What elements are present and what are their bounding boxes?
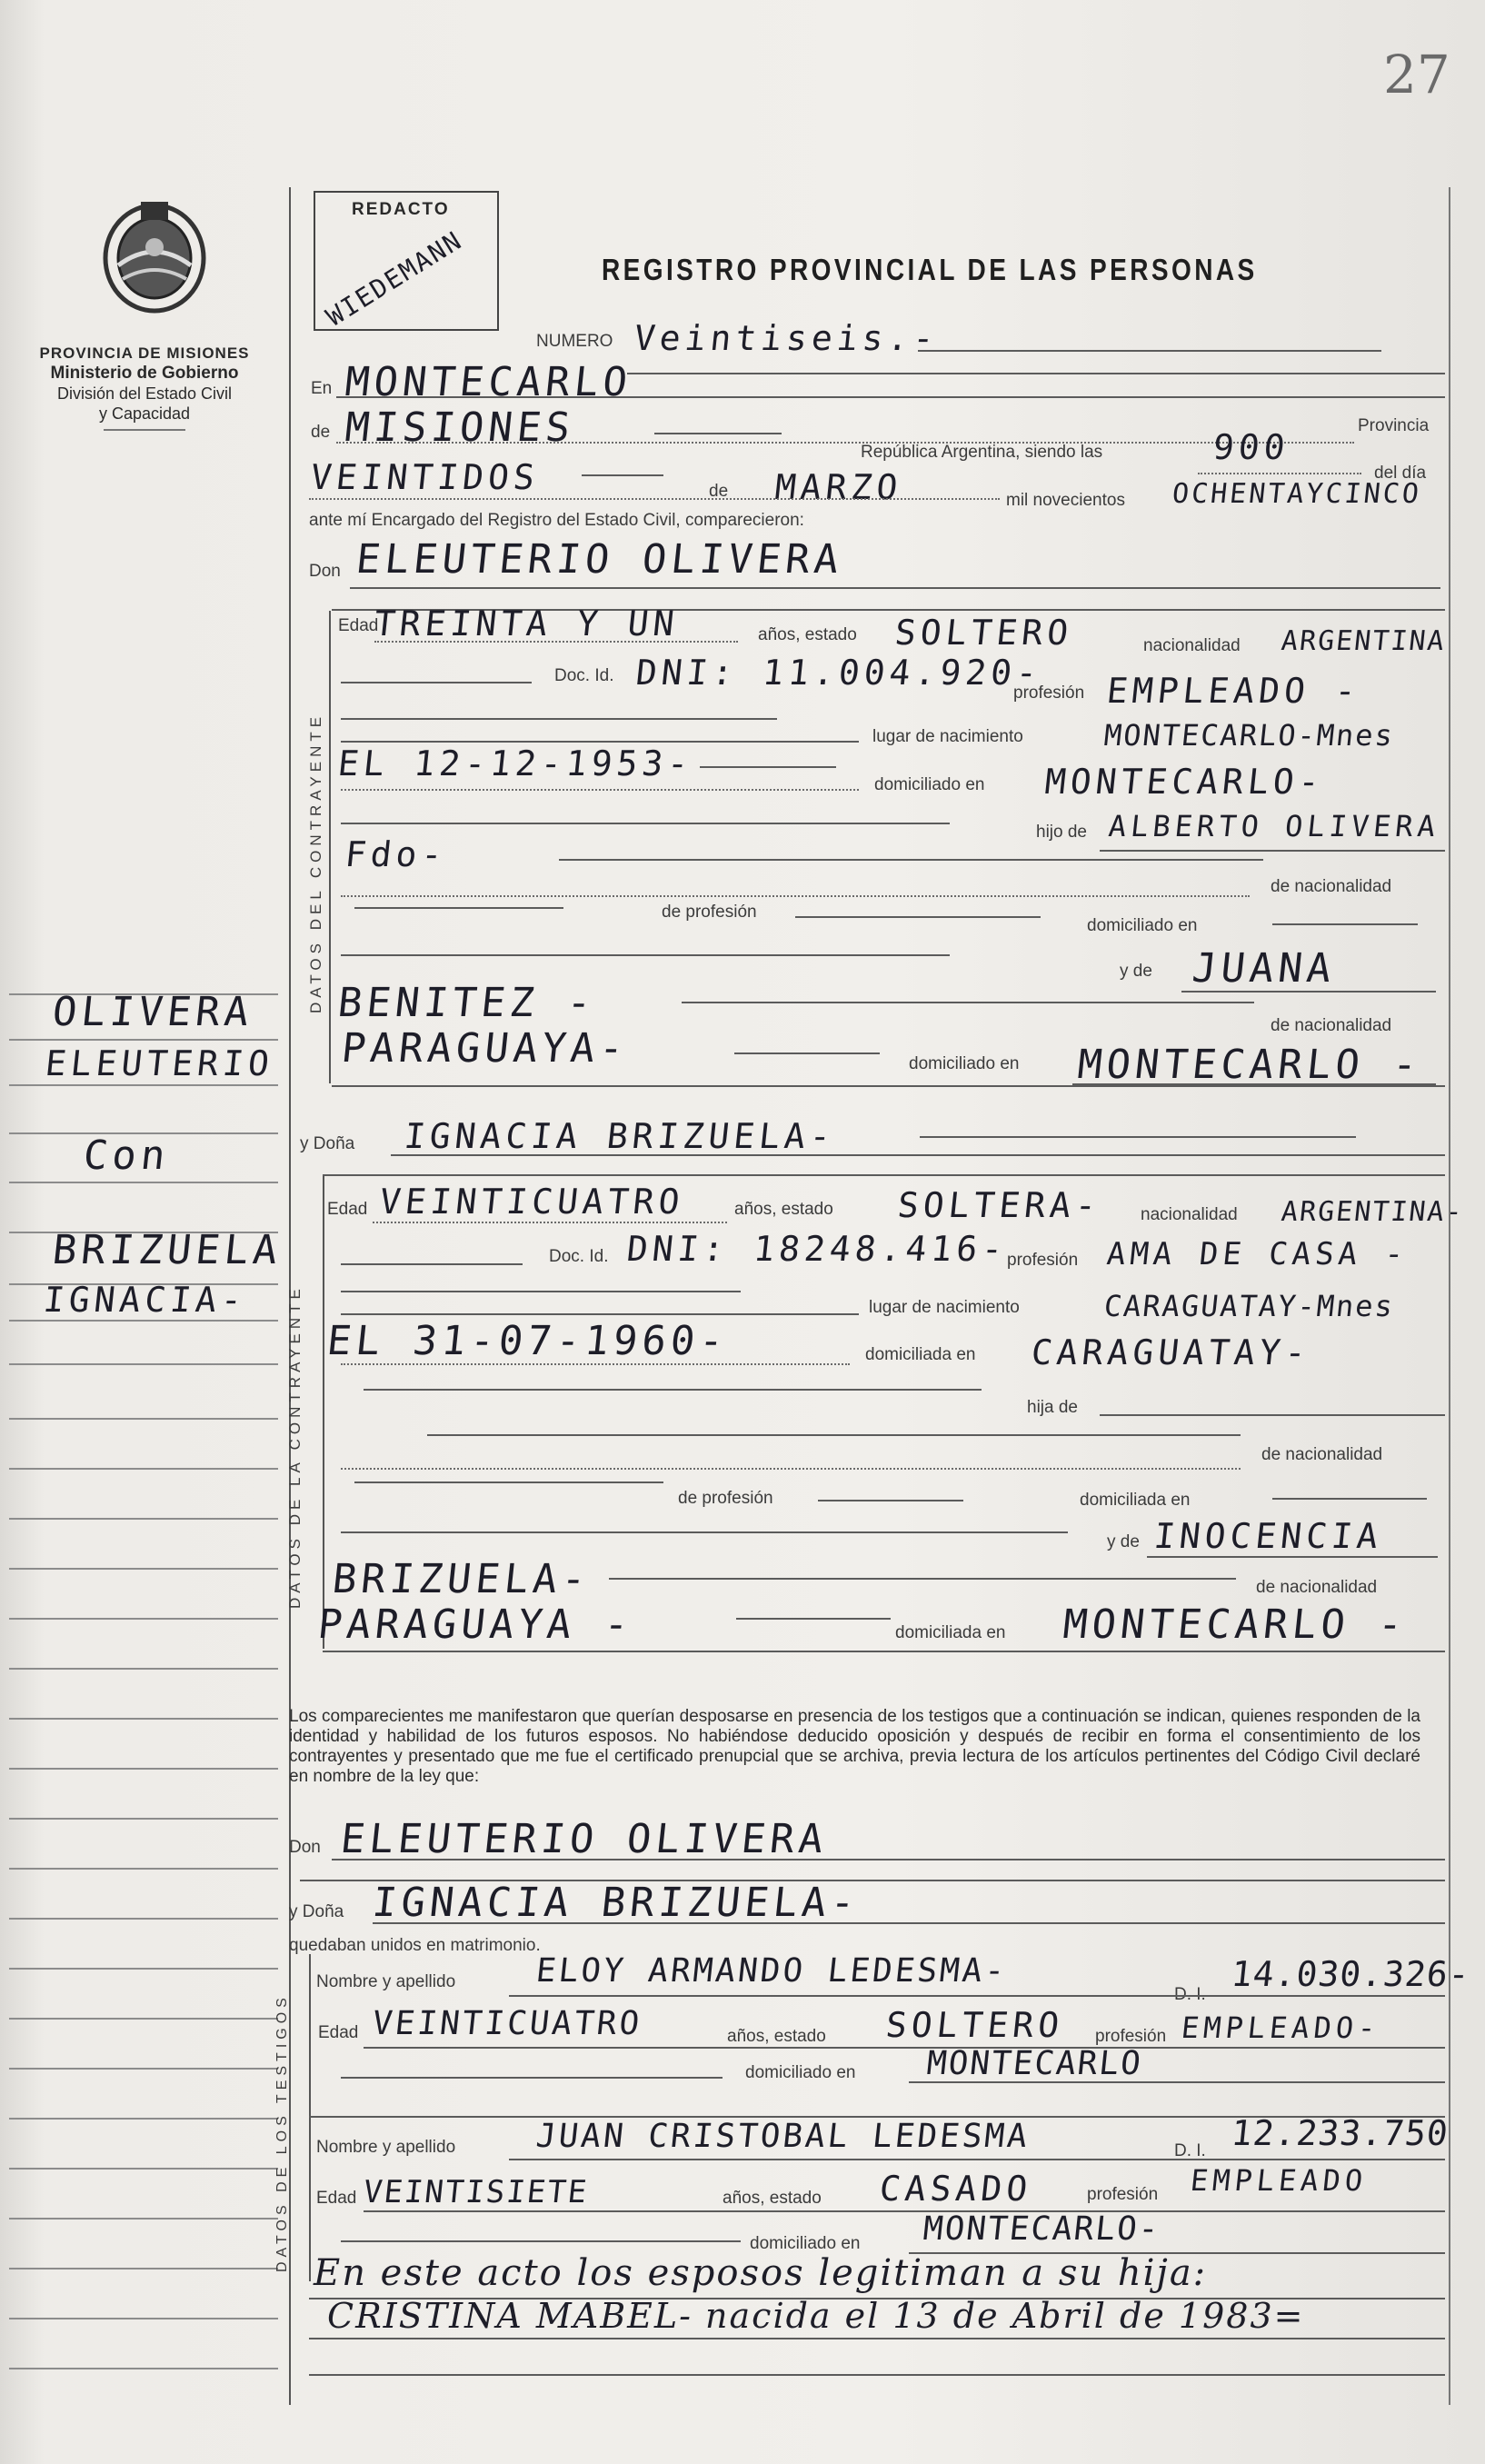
republica-label: República Argentina, siendo las	[861, 443, 1103, 462]
province-block	[0, 344, 289, 431]
t2-edad-label: Edad	[316, 2189, 357, 2208]
numero-label: NUMERO	[536, 332, 613, 351]
anios-label-2: años, estado	[734, 1200, 833, 1219]
t1-di: 14.030.326-	[1229, 1954, 1472, 1994]
padre-domicilio-label-1: domiciliado en	[1087, 916, 1198, 935]
mil-label: mil novecientos	[1006, 491, 1125, 510]
padre-value-1: ALBERTO OLIVERA	[1107, 809, 1441, 843]
t2-di-label: D. I.	[1174, 2141, 1206, 2160]
nacionalidad-value-2: ARGENTINA-	[1280, 1196, 1466, 1228]
t1-nombre-label: Nombre y apellido	[316, 1972, 456, 1991]
provincia-label: Provincia	[1358, 416, 1430, 435]
declaration-text: Los comparecientes me manifestaron que querían desposarse en presencia de los testigos que a continuación se indican, quienes responden de la identidad y habilidad de los futuros esposos. No habiéndose deducido oposición y después de recibir en forma el consentimiento de los contrayentes y presentado que me fue el certificado prenupcial que se archiva, previa lectura de los artículos pertinentes del Código Civil declaré en nombre de la ley que:	[289, 1707, 1420, 1786]
padre-nacionalidad-label-1: de nacionalidad	[1271, 877, 1392, 896]
t1-anios-label: años, estado	[727, 2027, 826, 2046]
hora-value: 900	[1211, 427, 1291, 467]
madre-nacionalidad-label-1: de nacionalidad	[1271, 1016, 1392, 1035]
madre-domicilio-1: MONTECARLO -	[1075, 1042, 1424, 1088]
madre-nacionalidad-1: PARAGUAYA-	[339, 1025, 631, 1072]
t2-di: 12.233.750	[1229, 2113, 1451, 2153]
contrayente-1-nombre: ELEUTERIO OLIVERA	[354, 536, 846, 583]
redacto-stamp	[314, 191, 499, 331]
edad-value-1: TREINTA Y UN	[372, 604, 681, 643]
lugar-value-2: CARAGUATAY-Mnes	[1102, 1289, 1396, 1323]
t2-domicilio: MONTECARLO-	[921, 2210, 1162, 2248]
province-seal	[91, 193, 218, 320]
madre-apellido-1: BENITEZ -	[335, 980, 599, 1026]
anio-value: OCHENTAYCINCO	[1171, 478, 1423, 510]
decl-don-value: ELEUTERIO OLIVERA	[338, 1816, 831, 1862]
ministry-name: Ministerio de Gobierno	[50, 364, 239, 383]
profesion-label-1: profesión	[1013, 683, 1085, 703]
contrayente-2-nombre: IGNACIA BRIZUELA-	[402, 1116, 838, 1156]
profesion-value-2: AMA DE CASA -	[1104, 1236, 1410, 1272]
t2-anios-label: años, estado	[723, 2189, 822, 2208]
del-dia-label: del día	[1374, 464, 1427, 483]
nacionalidad-label-1: nacionalidad	[1143, 636, 1241, 655]
madre-nacionalidad-label-2: de nacionalidad	[1256, 1578, 1378, 1597]
madre-domicilio-label-1: domiciliado en	[909, 1054, 1020, 1073]
t1-edad-label: Edad	[318, 2023, 359, 2042]
contrayente-2-side-label: DATOS DE LA CONTRAYENTE	[286, 1284, 304, 1609]
lugar-value-1: MONTECARLO-Mnes	[1102, 718, 1396, 753]
madre-nacionalidad-2: PARAGUAYA -	[315, 1601, 636, 1648]
footnote-line-1: En este acto los esposos legitiman a su hija:	[314, 2252, 1208, 2294]
nacionalidad-label-2: nacionalidad	[1141, 1205, 1238, 1224]
hijo-label-1: hijo de	[1036, 823, 1087, 842]
decl-dona-label: y Doña	[289, 1902, 344, 1921]
t1-di-label: D. I.	[1174, 1985, 1206, 2004]
padre-domicilio-label-2: domiciliada en	[1080, 1491, 1191, 1510]
doc-value-1: DNI: 11.004.920-	[633, 653, 1044, 693]
edad-label-2: Edad	[327, 1200, 368, 1219]
footnote-line-2: CRISTINA MABEL- nacida el 13 de Abril de 1983=	[327, 2296, 1305, 2336]
decl-dona-value: IGNACIA BRIZUELA-	[370, 1880, 862, 1926]
y-de-label-1: y de	[1120, 962, 1152, 981]
margin-note-line-2: ELEUTERIO	[43, 1043, 276, 1083]
de-value: MISIONES	[343, 404, 577, 451]
mes-value: MARZO	[772, 467, 904, 507]
domiciliado-label-1: domiciliado en	[874, 775, 985, 794]
madre-domicilio-2: MONTECARLO -	[1061, 1601, 1410, 1648]
dona-label: y Doña	[300, 1134, 355, 1153]
madre-domicilio-label-2: domiciliada en	[895, 1623, 1006, 1642]
hija-label-2: hija de	[1027, 1398, 1078, 1417]
contrayente-1-side-label: DATOS DEL CONTRAYENTE	[307, 712, 324, 1013]
doc-label-1: Doc. Id.	[554, 666, 614, 685]
province-name: PROVINCIA DE MISIONES	[39, 344, 250, 362]
t1-domiciliado-label: domiciliado en	[745, 2063, 856, 2082]
capacity-name: y Capacidad	[98, 404, 191, 423]
de-mes-label: de	[709, 482, 729, 501]
padre-profesion-label-1: de profesión	[662, 903, 757, 922]
page-number: 27	[1383, 44, 1450, 105]
quedaban-label: quedaban unidos en matrimonio.	[289, 1936, 541, 1955]
profesion-label-2: profesión	[1007, 1251, 1079, 1270]
edad-label-1: Edad	[338, 616, 379, 635]
lugar-label-2: lugar de nacimiento	[869, 1298, 1020, 1317]
fecha-value-1: EL 12-12-1953-	[335, 743, 695, 783]
anios-label-1: años, estado	[758, 625, 857, 644]
t2-profesion: EMPLEADO	[1189, 2163, 1370, 2198]
decl-don-label: Don	[289, 1838, 321, 1857]
domiciliada-label-2: domiciliada en	[865, 1345, 976, 1364]
t1-edad: VEINTICUATRO	[370, 2005, 644, 2042]
y-de-label-2: y de	[1107, 1532, 1140, 1551]
margin-note-line-5: IGNACIA-	[41, 1280, 249, 1320]
lugar-label-1: lugar de nacimiento	[872, 727, 1023, 746]
testigos-side-label: DATOS DE LOS TESTIGOS	[274, 1993, 290, 2272]
t2-nombre: JUAN CRISTOBAL LEDESMA	[533, 2118, 1032, 2155]
page-title: REGISTRO PROVINCIAL DE LAS PERSONAS	[602, 253, 1258, 286]
domicilio-value-2: CARAGUATAY-	[1029, 1332, 1312, 1372]
margin-note-line-4: BRIZUELA	[50, 1227, 284, 1273]
madre-apellido-2: BRIZUELA-	[330, 1556, 593, 1602]
doc-value-2: DNI: 18248.416-	[624, 1229, 1010, 1269]
t1-profesion-label: profesión	[1095, 2027, 1167, 2046]
division-name: División del Estado Civil	[56, 384, 233, 403]
padre-estado-1: Fdo-	[343, 834, 449, 874]
t1-estado: SOLTERO	[883, 2005, 1066, 2045]
numero-value: Veintiseis.-	[632, 318, 941, 358]
edad-value-2: VEINTICUATRO	[377, 1182, 686, 1222]
ante-label: ante mí Encargado del Registro del Estado Civil, comparecieron:	[309, 511, 804, 530]
dia-value: VEINTIDOS	[308, 457, 542, 497]
padre-nacionalidad-label-2: de nacionalidad	[1261, 1445, 1383, 1464]
margin-note-line-3: Con	[81, 1132, 173, 1179]
t1-nombre: ELOY ARMANDO LEDESMA-	[533, 1952, 1010, 1990]
t2-domiciliado-label: domiciliado en	[750, 2234, 861, 2253]
don-label: Don	[309, 562, 341, 581]
domicilio-value-1: MONTECARLO-	[1042, 762, 1326, 802]
en-label: En	[311, 379, 333, 398]
profesion-value-1: EMPLEADO -	[1104, 671, 1363, 711]
t1-profesion: EMPLEADO-	[1180, 2010, 1382, 2045]
fecha-value-2: EL 31-07-1960-	[324, 1318, 731, 1364]
madre-value-2: INOCENCIA	[1151, 1516, 1385, 1556]
estado-value-1: SOLTERO	[892, 613, 1075, 653]
t2-edad: VEINTISIETE	[361, 2174, 591, 2210]
de-label: de	[311, 423, 331, 442]
t2-estado: CASADO	[877, 2169, 1034, 2209]
estado-value-2: SOLTERA-	[895, 1185, 1103, 1225]
madre-value-1: JUANA	[1190, 945, 1339, 992]
t2-nombre-label: Nombre y apellido	[316, 2138, 456, 2157]
margin-note-line-1: OLIVERA	[50, 989, 256, 1035]
t2-profesion-label: profesión	[1087, 2185, 1159, 2204]
t1-domicilio: MONTECARLO	[924, 2045, 1144, 2082]
redacto-label: REDACTO	[352, 200, 450, 219]
en-value: MONTECARLO	[343, 359, 634, 405]
padre-profesion-label-2: de profesión	[678, 1489, 773, 1508]
doc-label-2: Doc. Id.	[549, 1247, 609, 1266]
redacto-signature: WIEDEMANN	[321, 224, 468, 333]
nacionalidad-value-1: ARGENTINA	[1280, 625, 1448, 657]
